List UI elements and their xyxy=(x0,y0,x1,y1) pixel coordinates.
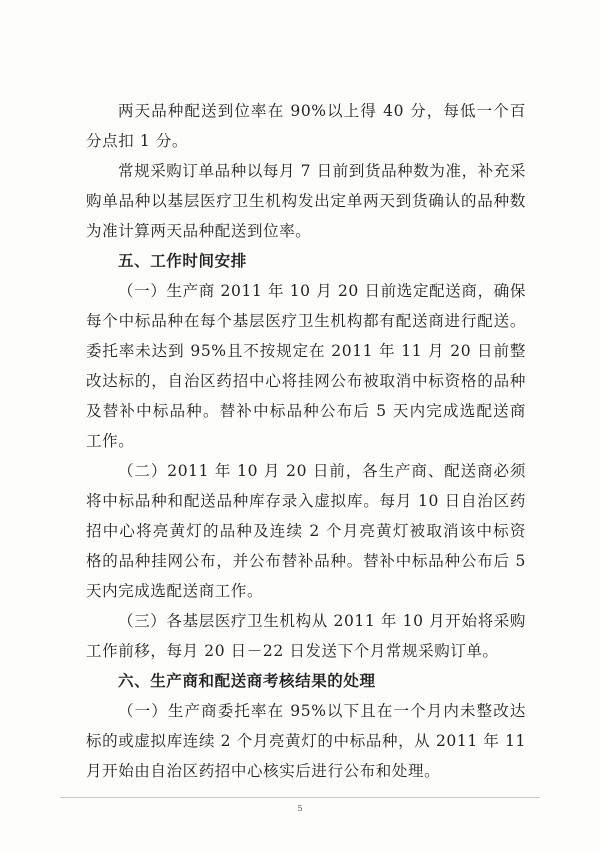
paragraph-schedule-item-3: （三）各基层医疗卫生机构从 2011 年 10 月开始将采购工作前移，每月 20 日－22 日发送下个月常规采购订单。 xyxy=(86,612,526,660)
document-body xyxy=(86,96,526,786)
page-number: 5 xyxy=(297,804,303,813)
section-heading-assessment-results: 六、生产商和配送商考核结果的处理 xyxy=(118,672,376,690)
paragraph-order-basis: 常规采购订单品种以每月 7 日前到货品种数为准，补充采购单品种以基层医疗卫生机构发出定单两天到货确认的品种数为准计算两天品种配送到位率。 xyxy=(86,162,526,240)
paragraph-scoring-rule: 两天品种配送到位率在 90%以上得 40 分，每低一个百分点扣 1 分。 xyxy=(86,102,526,150)
paragraph-assessment-item-1: （一）生产商委托率在 95%以下且在一个月内未整改达标的或虚拟库连续 2 个月亮黄灯的中标品种，从 2011 年 11 月开始由自治区药招中心核实后进行公布和处理。 xyxy=(86,702,526,780)
paragraph-schedule-item-1: （一）生产商 2011 年 10 月 20 日前选定配送商，确保每个中标品种在每个基层医疗卫生机构都有配送商进行配送。委托率未达到 95%且不按规定在 2011 年 11 月 20 日前整改达标的，自治区药招中心将挂网公布被取消中标资格的品种及替补中标品种。替补中标品种公布后 5 天内完成选配送商工作。 xyxy=(86,282,526,450)
paragraph-schedule-item-2: （二）2011 年 10 月 20 日前，各生产商、配送商必须将中标品种和配送品种库存录入虚拟库。每月 10 日自治区药招中心将亮黄灯的品种及连续 2 个月亮黄灯被取消该中标资格的品种挂网公布，并公布替补品种。替补中标品种公布后 5 天内完成选配送商工作。 xyxy=(86,462,526,600)
section-heading-work-schedule: 五、工作时间安排 xyxy=(118,252,247,270)
footer-divider xyxy=(60,797,540,798)
